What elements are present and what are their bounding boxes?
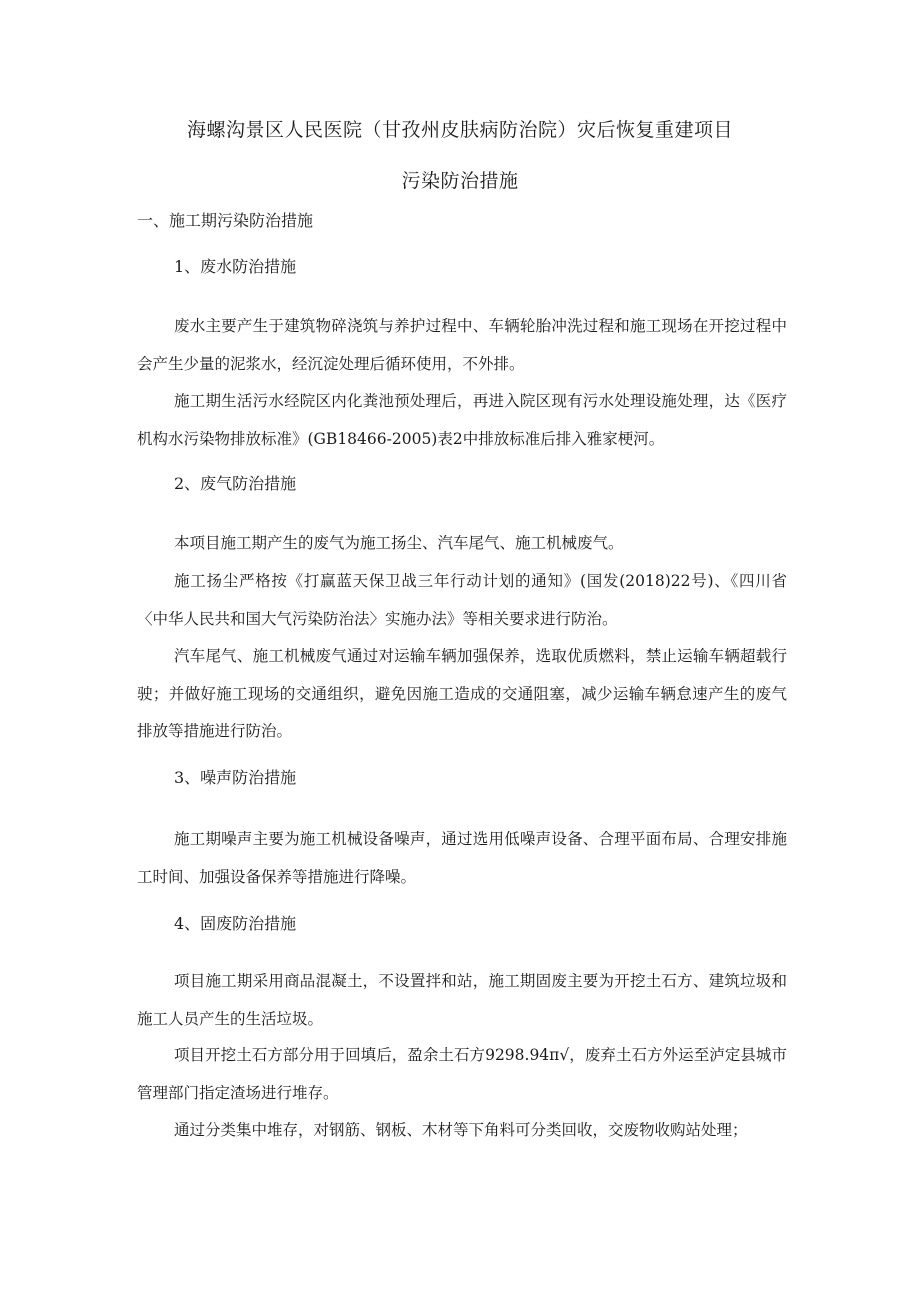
paragraph-solid-waste-3: 通过分类集中堆存，对钢筋、钢板、木材等下角料可分类回收，交废物收购站处理；	[174, 1121, 748, 1139]
paragraph-solid-waste-1: 项目施工期采用商品混凝土，不设置拌和站，施工期固废主要为开挖土石方、建筑垃圾和施工人员产生的生活垃圾。	[137, 972, 787, 1028]
subsection-heading-waste-gas: 2、废气防治措施	[174, 474, 297, 493]
paragraph-noise-1: 施工期噪声主要为施工机械设备噪声，通过选用低噪声设备、合理平面布局、合理安排施工时间、加强设备保养等措施进行降噪。	[137, 830, 787, 886]
document-title: 海螺沟景区人民医院（甘孜州皮肤病防治院）灾后恢复重建项目	[186, 119, 733, 141]
subsection-heading-wastewater: 1、废水防治措施	[174, 257, 297, 276]
subsection-heading-noise: 3、噪声防治措施	[174, 768, 297, 787]
section-heading-construction-period: 一、施工期污染防治措施	[137, 211, 314, 230]
paragraph-waste-gas-2: 施工扬尘严格按《打赢蓝天保卫战三年行动计划的通知》(国发(2018)22号)、《四川省〈中华人民共和国大气污染防治法〉实施办法》等相关要求进行防治。	[137, 572, 787, 628]
paragraph-wastewater-2: 施工期生活污水经院区内化粪池预处理后，再进入院区现有污水处理设施处理，达《医疗机构水污染物排放标准》(GB18466-2005)表2中排放标准后排入雅家梗河。	[137, 392, 787, 448]
document-subtitle: 污染防治措施	[401, 170, 519, 192]
paragraph-waste-gas-3: 汽车尾气、施工机械废气通过对运输车辆加强保养，选取优质燃料，禁止运输车辆超载行驶；并做好施工现场的交通组织，避免因施工造成的交通阻塞，减少运输车辆怠速产生的废气排放等措施进行防治。	[137, 647, 787, 740]
subsection-heading-solid-waste: 4、固废防治措施	[174, 914, 297, 933]
paragraph-solid-waste-2: 项目开挖土石方部分用于回填后，盈余土石方9298.94π√，废弃土石方外运至泸定县城市管理部门指定渣场进行堆存。	[137, 1046, 787, 1102]
paragraph-waste-gas-1: 本项目施工期产生的废气为施工扬尘、汽车尾气、施工机械废气。	[174, 534, 624, 552]
paragraph-wastewater-1: 废水主要产生于建筑物碎浇筑与养护过程中、车辆轮胎冲洗过程和施工现场在开挖过程中会产生少量的泥浆水，经沉淀处理后循环使用，不外排。	[137, 317, 787, 373]
